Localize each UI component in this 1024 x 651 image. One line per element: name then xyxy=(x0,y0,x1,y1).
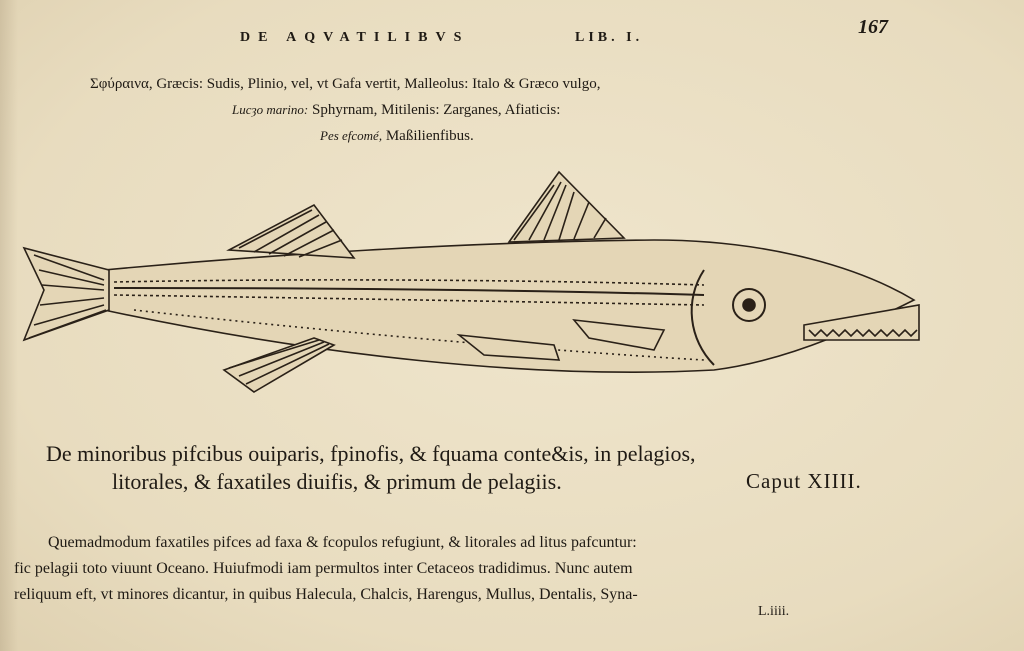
running-head-book: LIB. I. xyxy=(575,30,644,45)
chapter-title xyxy=(46,440,696,496)
signature-mark: L.iiii. xyxy=(758,604,790,619)
names-line-1: Σφύραινα, Græcis: Sudis, Plinio, vel, vt Gafa vertit, Malleolus: Italo & Græco vulgo, xyxy=(90,76,601,92)
names-line-2 xyxy=(232,102,1024,119)
names-line-2-italic: Lucȝo marino: xyxy=(232,102,309,117)
tail-fin xyxy=(24,248,109,340)
body-paragraph xyxy=(14,530,638,608)
names-line-3 xyxy=(320,128,1024,145)
chapter-number: Caput XIIII. xyxy=(746,469,862,493)
body-line-3: reliquum eft, vt minores dicantur, in quibus Halecula, Chalcis, Harengus, Mullus, Dentalis, Syna- xyxy=(14,586,638,603)
chapter-title-line-1: De minoribus pifcibus ouiparis, fpinofis, & fquama conte&is, in pelagios, xyxy=(46,441,696,466)
names-line-3-italic: Pes efcomé, xyxy=(320,128,383,143)
body-line-2: fic pelagii toto viuunt Oceano. Huiufmodi iam permultos inter Cetaceos tradidimus. Nunc autem xyxy=(14,560,633,577)
fish-woodcut-illustration xyxy=(14,160,930,400)
names-line-3-rest: Maßilienfibus. xyxy=(382,128,474,144)
dorsal-fin-rear xyxy=(509,172,624,242)
body-line-1: Quemadmodum faxatiles pifces ad faxa & fcopulos refugiunt, & litorales ad litus pafcuntur: xyxy=(48,534,637,551)
running-head-title: DE AQVATILIBVS xyxy=(240,30,470,45)
names-line-2-rest: Sphyrnam, Mitilenis: Zarganes, Afiaticis: xyxy=(308,102,561,118)
folio-number: 167 xyxy=(858,16,888,38)
chapter-title-line-2: litorales, & faxatiles diuifis, & primum de pelagiis. xyxy=(112,469,562,494)
